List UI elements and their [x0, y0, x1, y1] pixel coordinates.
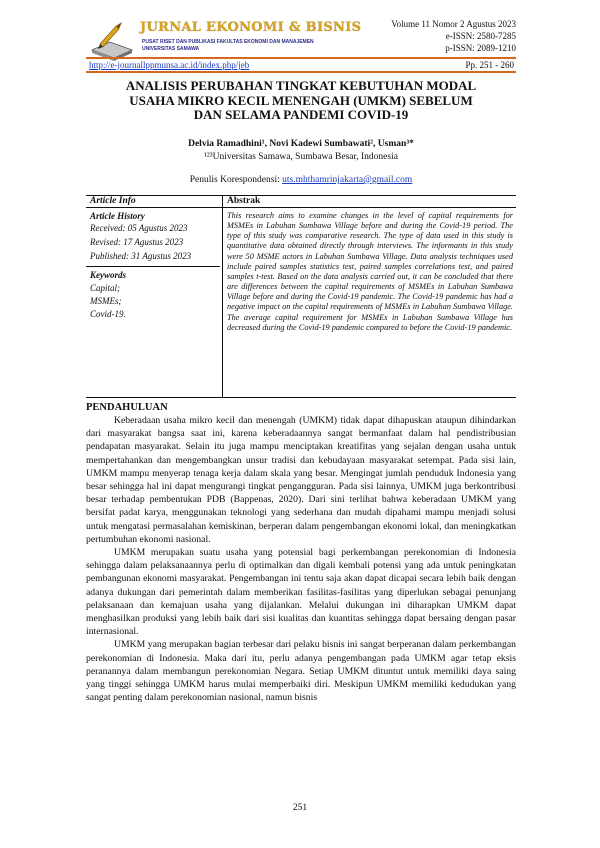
abstract-heading: Abstrak [227, 196, 261, 206]
publisher-line-1: PUSAT RISET DAN PUBLIKASI FAKULTAS EKONOMI DAN MANAJEMEN [142, 39, 314, 45]
table-rule-top [86, 195, 516, 196]
section-heading: PENDAHULUAN [86, 402, 168, 413]
header-rule-top [86, 57, 516, 59]
keywords-heading: Keywords [90, 270, 126, 280]
correspondence [86, 175, 516, 185]
header-rule-bottom [86, 71, 516, 73]
correspondence-label: Penulis Korespondensi: [189, 175, 280, 185]
affiliation: ¹²³Universitas Samawa, Sumbawa Besar, Indonesia [204, 152, 398, 162]
title-line: ANALISIS PERUBAHAN TINGKAT KEBUTUHAN MODAL [125, 78, 477, 93]
table-rule-header [86, 207, 516, 208]
title-line: DAN SELAMA PANDEMI COVID-19 [193, 107, 409, 122]
history-heading: Article History [90, 211, 145, 221]
title-line: USAHA MIKRO KECIL MENENGAH (UMKM) SEBELUM [129, 92, 473, 108]
paragraph: UMKM yang merupakan bagian terbesar dari pelaku bisnis ini sangat berperanan dalam perkembangan perekonomian di Indonesia. Maka dari itu, perlu adanya pengembangan pada UMKM agar tetap eksis peranannya dalam membangun perekonomian Negara. Setiap UMKM dituntut untuk memiliki daya saing yang tinggi sehingga UMKM harus mulai memperbaiki diri. Meskipun UMKM memiliki kedudukan yang sangat penting dalam perekonomian nasional, namun bisnis [86, 639, 516, 704]
journal-url-link[interactable]: http://e-journallppmunsa.ac.id/index.php/jeb [89, 60, 250, 70]
page-range: Pp. 251 - 260 [465, 60, 514, 70]
table-rule-keywords [86, 266, 220, 267]
article-info-heading: Article Info [90, 196, 136, 206]
keyword: Capital; [90, 283, 121, 293]
journal-meta [391, 18, 516, 54]
keyword: Covid-19. [90, 309, 126, 319]
publisher-line-2: UNIVERSITAS SAMAWA [142, 46, 200, 52]
correspondence-email-link[interactable]: uts.mhthamrinjakarta@gmail.com [282, 175, 413, 185]
received-date: Received: 05 Agustus 2023 [90, 223, 188, 233]
journal-name: JURNAL EKONOMI & BISNIS [140, 20, 362, 35]
article-history [90, 211, 218, 265]
page-number: 251 [292, 803, 308, 813]
table-rule-bottom [86, 397, 516, 398]
abstract-text: This research aims to examine changes in the level of capital requirements for MSMEs in Labuhan Sumbawa Village before and during the Covid-19 period. The type of this study was comparative research. The type of data used in this study is quantitative data obtained directly through interviews. The informants in this study were 50 MSME actors in Labuhan Sumbawa Village. Data analysis techniques used include paired samples statistics test, paired samples correlations test, and paired samples t-test. Based on the data analysis carried out, it can be concluded that there are differences between the capital requirements of MSMEs in Labuhan Sumbawa Village before and during the Covid-19 pandemic. The Covid-19 pandemic has had a negative impact on the capital requirements of MSMEs in Labuhan Sumbawa Village. The average capital requirement for MSMEs in Labuhan Sumbawa Village has decreased during the Covid-19 pandemic compared to before the Covid-19 pandemic. [227, 211, 513, 332]
keyword: MSMEs; [90, 296, 122, 306]
keywords [90, 269, 126, 321]
paragraph: UMKM merupakan suatu usaha yang potensial bagi perkembangan perekonomian di Indonesia sehingga dalam pelaksanaannya perlu di optimalkan dan digali kembali potensi yang ada untuk peningkatan pembangunan ekonomi masyarakat. Pengembangan ini tentu saja akan dapat dicapai secara lebih baik dengan adanya dukungan dari pemerintah dalam memberikan fasilitas-fasilitas yang diperlukan sebagai penunjang pelaksanaan dan kemajuan usaha yang dijalankan. Melalui dukungan ini diharapkan UMKM dapat menghasilkan produksi yang lebih baik dari sisi kualitas dan kuantitas sehingga dapat bersaing dengan pasar internasional. [86, 547, 516, 638]
published-date: Published: 31 Agustus 2023 [90, 251, 192, 261]
body-text [86, 414, 516, 704]
e-issn: e-ISSN: 2580-7285 [445, 31, 516, 41]
paragraph: Keberadaan usaha mikro kecil dan menengah (UMKM) tidak dapat dihapuskan ataupun dihindarkan dari masyarakat bangsa saat ini, karena keberadaannya sangat bermanfaat dalam hal pendistribusian pendapatan masyarakat. Selain itu juga mampu menciptakan kreatifitas yang sejalan dengan usaha untuk mempertahankan dan mengembangkan unsur tradisi dan kebudayaan masyarakat setempat. Pada sisi lain, UMKM mampu menyerap tenaga kerja dalam skala yang besar. Mengingat jumlah penduduk Indonesia yang besar sehingga hal ini dapat mengurangi tingkat pengangguran. Pada sisi lainnya, UMKM juga berkontribusi besar terhadap pembentukan PDB (Bappenas, 2020). Dari sini terlihat bahwa keberadaan UMKM yang bersifat padat karya, menggunakan teknologi yang sederhana dan mudah dipahami mampu menjadi solusi untuk mengatasi permasalahan kemiskinan, berperan dalam pengembangan ekonomi lokal, dan meningkatkan pertumbuhan ekonomi nasional. [86, 415, 516, 545]
table-divider [222, 195, 223, 397]
author-list: Delvia Ramadhini¹, Novi Kadewi Sumbawati², Usman³* [188, 139, 414, 149]
revised-date: Revised: 17 Agustus 2023 [90, 237, 184, 247]
p-issn: p-ISSN: 2089-1210 [445, 43, 516, 53]
volume-issue: Volume 11 Nomor 2 Agustus 2023 [391, 19, 516, 29]
article-title [86, 79, 516, 123]
